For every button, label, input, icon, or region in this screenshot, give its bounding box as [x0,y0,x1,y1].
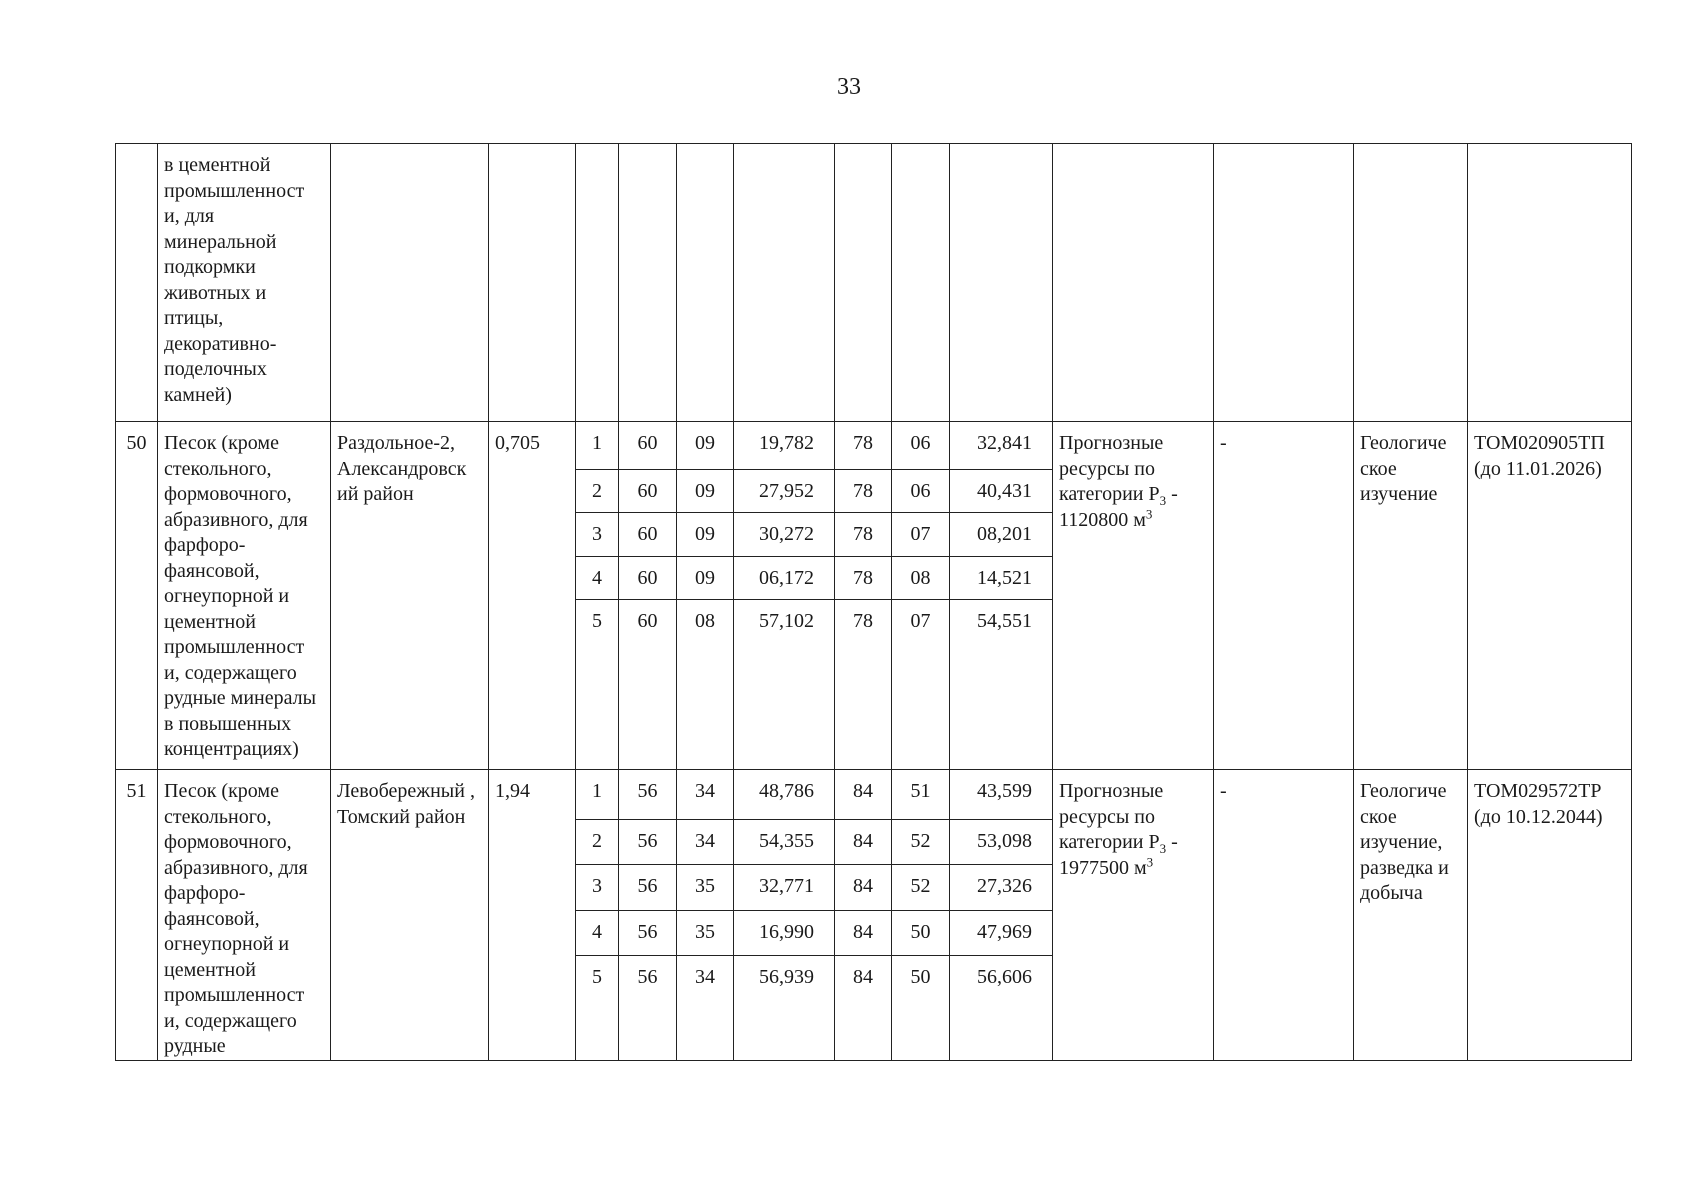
registry-rows [116,422,1632,1061]
cell-lon-degrees: 84 [835,910,892,955]
cell-area: 0,705 [489,422,576,770]
cell-point-number: 3 [576,865,619,910]
resources-text: Прогнозные ресурсы по категории Р [1059,432,1164,505]
cell-lon-minutes: 07 [892,513,950,557]
cell-reserves: - [1214,770,1354,1061]
cell-empty [892,144,950,422]
cell-lon-degrees: 78 [835,557,892,600]
cell-license: ТОМ020905ТП (до 11.01.2026) [1468,422,1632,770]
cell-empty [576,144,619,422]
cell-lat-degrees: 60 [619,600,677,770]
cell-lat-minutes: 09 [677,557,734,600]
cell-license: ТОМ029572ТР (до 10.12.2044) [1468,770,1632,1061]
cell-lat-degrees: 56 [619,910,677,955]
cell-empty [734,144,835,422]
table-row [116,770,1632,820]
cell-lat-degrees: 60 [619,557,677,600]
cell-lon-seconds: 54,551 [950,600,1053,770]
cell-mineral: Песок (кроме стекольного, формовочного, абразивного, для фарфоро-фаянсовой, огнеупорной и цементной промышленност и, содержащего рудные [158,770,331,1061]
cell-lat-minutes: 34 [677,820,734,865]
cell-lon-seconds: 56,606 [950,955,1053,1060]
cell-lon-minutes: 06 [892,470,950,513]
cell-lon-degrees: 84 [835,955,892,1060]
cell-lon-minutes: 52 [892,820,950,865]
table-row [116,422,1632,470]
cell-point-number: 5 [576,600,619,770]
cell-purpose: Геологиче ское изучение, разведка и добыча [1354,770,1468,1061]
cell-location: Левобережный , Томский район [331,770,489,1061]
cell-resources [1053,422,1214,770]
cell-lon-seconds: 14,521 [950,557,1053,600]
cell-point-number: 2 [576,820,619,865]
cell-empty [489,144,576,422]
cell-lat-degrees: 60 [619,513,677,557]
cell-lat-minutes: 09 [677,422,734,470]
cell-point-number: 4 [576,910,619,955]
cell-empty [950,144,1053,422]
cell-lat-minutes: 09 [677,513,734,557]
cell-lat-degrees: 56 [619,955,677,1060]
cell-lat-minutes: 35 [677,910,734,955]
cell-point-number: 2 [576,470,619,513]
cell-point-number: 4 [576,557,619,600]
cell-lat-seconds: 48,786 [734,770,835,820]
cell-lat-seconds: 32,771 [734,865,835,910]
cell-lon-seconds: 53,098 [950,820,1053,865]
cell-lon-seconds: 08,201 [950,513,1053,557]
subsoil-registry-table [115,143,1632,1061]
cell-lon-seconds: 40,431 [950,470,1053,513]
cell-mineral-continued: в цементной промышленност и, для минеральной подкормки животных и птицы, декоративно-поделочных камней) [158,144,331,422]
cell-lon-degrees: 84 [835,770,892,820]
resources-category-subscript: 3 [1159,841,1167,856]
cell-lon-minutes: 50 [892,955,950,1060]
cell-point-number: 1 [576,422,619,470]
cell-lon-degrees: 78 [835,513,892,557]
cell-lon-seconds: 47,969 [950,910,1053,955]
cell-location: Раздольное-2, Александровск ий район [331,422,489,770]
cell-lat-seconds: 54,355 [734,820,835,865]
cell-row-number: 50 [116,422,158,770]
cell-lon-seconds: 32,841 [950,422,1053,470]
cell-lon-degrees: 78 [835,600,892,770]
cell-point-number: 5 [576,955,619,1060]
cell-lon-seconds: 43,599 [950,770,1053,820]
cell-empty [1354,144,1468,422]
cell-purpose: Геологиче ское изучение [1354,422,1468,770]
resources-unit-superscript: 3 [1145,505,1153,521]
resources-unit-superscript: 3 [1146,853,1154,869]
cell-lat-seconds: 57,102 [734,600,835,770]
cell-lat-degrees: 56 [619,865,677,910]
cell-lat-seconds: 06,172 [734,557,835,600]
cell-lon-minutes: 08 [892,557,950,600]
cell-lat-seconds: 27,952 [734,470,835,513]
cell-lat-minutes: 34 [677,955,734,1060]
cell-lon-minutes: 51 [892,770,950,820]
cell-empty [677,144,734,422]
continuation-row [116,144,1632,422]
resources-value: - 1977500 м [1059,831,1178,879]
cell-reserves: - [1214,422,1354,770]
cell-mineral: Песок (кроме стекольного, формовочного, абразивного, для фарфоро-фаянсовой, огнеупорной и цементной промышленност и, содержащего рудные минералы в повышенных концентрациях) [158,422,331,770]
cell-empty [1468,144,1632,422]
cell-point-number: 3 [576,513,619,557]
cell-lat-seconds: 16,990 [734,910,835,955]
cell-empty [619,144,677,422]
cell-no [116,144,158,422]
cell-lat-minutes: 09 [677,470,734,513]
cell-resources [1053,770,1214,1061]
cell-lat-seconds: 56,939 [734,955,835,1060]
cell-lat-seconds: 19,782 [734,422,835,470]
cell-lat-degrees: 60 [619,470,677,513]
resources-text: Прогнозные ресурсы по категории Р [1059,780,1164,853]
page-number: 33 [837,74,861,100]
cell-lon-minutes: 50 [892,910,950,955]
cell-lat-minutes: 08 [677,600,734,770]
cell-empty [835,144,892,422]
cell-area: 1,94 [489,770,576,1061]
cell-lat-degrees: 56 [619,770,677,820]
cell-lat-degrees: 56 [619,820,677,865]
cell-lon-minutes: 52 [892,865,950,910]
cell-lat-minutes: 34 [677,770,734,820]
cell-lon-degrees: 84 [835,820,892,865]
cell-row-number: 51 [116,770,158,1061]
cell-lon-minutes: 06 [892,422,950,470]
cell-lon-seconds: 27,326 [950,865,1053,910]
cell-empty [1214,144,1354,422]
cell-point-number: 1 [576,770,619,820]
cell-lon-minutes: 07 [892,600,950,770]
cell-empty [331,144,489,422]
resources-value: - 1120800 м [1059,483,1178,531]
resources-category-subscript: 3 [1159,493,1167,508]
cell-lon-degrees: 84 [835,865,892,910]
cell-lon-degrees: 78 [835,422,892,470]
cell-lat-degrees: 60 [619,422,677,470]
cell-lat-minutes: 35 [677,865,734,910]
cell-empty [1053,144,1214,422]
cell-lon-degrees: 78 [835,470,892,513]
cell-lat-seconds: 30,272 [734,513,835,557]
